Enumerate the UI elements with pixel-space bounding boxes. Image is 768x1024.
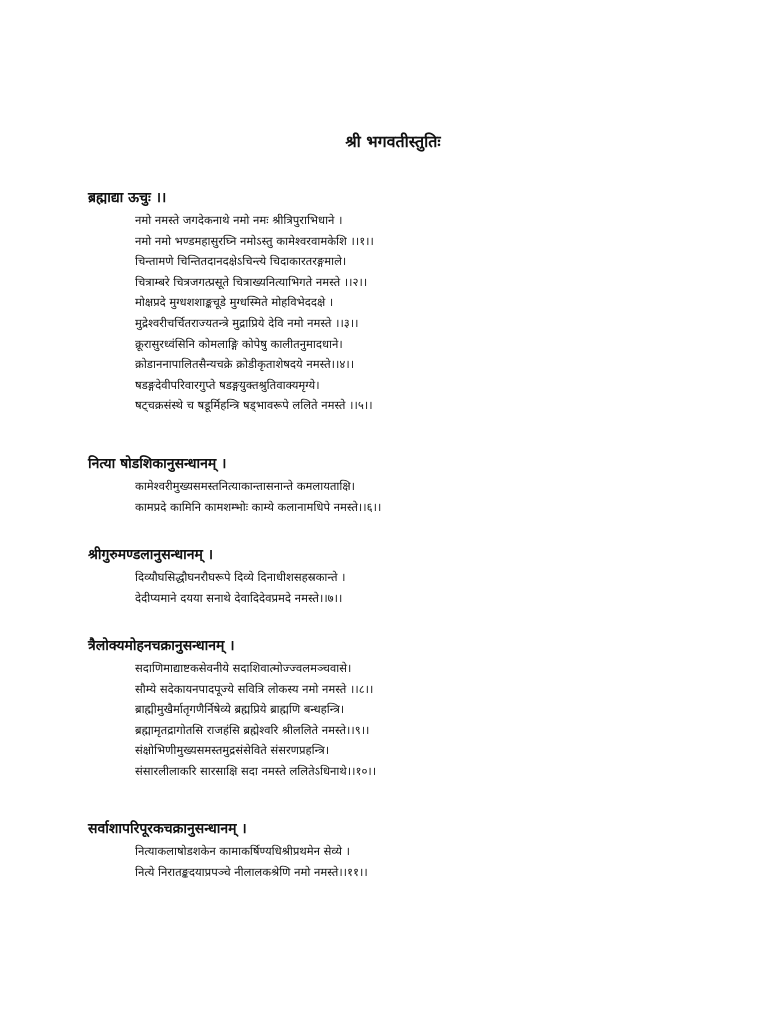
verse-line: नित्याकलाषोडशकेन कामाकर्षिण्यधिश्रीप्रथमेन सेव्ये ।: [135, 844, 351, 858]
verse-line: षट्चक्रसंस्थे च षडूर्मिहन्त्रि षड्भावरूपे ललिते नमस्ते ।।५।।: [135, 398, 373, 413]
verse-block: [88, 476, 728, 517]
verse-line: दिव्यौघसिद्धौघनरौघरूपे दिव्ये दिनाधीशसहस्रकान्ते ।: [135, 570, 346, 584]
verse-line: मुद्रेश्वरीचर्चितराज्यतन्त्रे मुद्राप्रिये देवि नमो नमस्ते ।।३।।: [135, 315, 359, 330]
verse-line: संक्षोभिणीमुख्यसमस्तमुद्रसंसेविते संसरणप्रहन्त्रि।: [135, 743, 330, 758]
verse-line: सौम्ये सदेकायनपादपूज्ये सवित्रि लोकस्य नमो नमस्ते ।।८।।: [135, 681, 374, 696]
verse-line: ब्रह्मामृतद्रागोतसि राजहंसि ब्रह्मेश्वरि श्रीललिते नमस्ते।।९।।: [135, 722, 370, 737]
verse-block: [88, 658, 728, 782]
section-brahmadya: [88, 186, 728, 416]
verse-line: संसारलीलाकरि सारसाक्षि सदा नमस्ते ललितेऽधिनाथे।।१०।।: [135, 763, 377, 778]
verse-block: [88, 210, 728, 416]
section-heading: सर्वाशापरिपूरकचक्रानुसन्धानम् ।: [88, 821, 247, 837]
page-title: श्री भगवतीस्तुतिः: [345, 132, 441, 151]
section-heading: त्रैलोक्यमोहनचक्रानुसन्धानम् ।: [88, 638, 235, 654]
verse-line: सदाणिमाद्याष्टकसेवनीये सदाशिवात्मोज्ज्वलमञ्चवासे।: [135, 661, 352, 675]
verse-line: मोक्षप्रदे मुग्धशशाङ्कचूडे मुग्धस्मिते मोहविभेददक्षे ।: [135, 295, 334, 310]
verse-line: ब्राह्मीमुखैर्मातृगणैर्निषेव्ये ब्रह्मप्रिये ब्राह्मणि बन्धहन्त्रि।: [135, 702, 345, 717]
verse-line: कामेश्वरीमुख्यसमस्तनित्याकान्तासनान्ते कमलायताक्षि।: [135, 479, 355, 493]
verse-line: षडङ्गदेवीपरिवारगुप्ते षडङ्गयुक्तश्रुतिवाक्यमृग्ये।: [135, 377, 320, 392]
verse-line: नमो नमो भण्डमहासुरघ्नि नमोऽस्तु कामेश्वरवामकेशि ।।१।।: [135, 233, 374, 248]
verse-line: क्रूरासुरध्वंसिनि कोमलाङ्गि कोपेषु कालीतनुमादधाने।: [135, 336, 343, 351]
section-trailokyamohana: [88, 634, 728, 782]
section-gurumandala: [88, 543, 728, 608]
section-heading: नित्या षोडशिकानुसन्धानम् ।: [88, 456, 227, 472]
verse-line: कामप्रदे कामिनि कामशम्भोः काम्ये कलानामधिपे नमस्ते।।६।।: [135, 499, 382, 514]
section-heading: श्रीगुरुमण्डलानुसन्धानम् ।: [88, 547, 214, 563]
verse-line: देदीप्यमाने दयया सनाथे देवादिदेवप्रमदे नमस्ते।।७।।: [135, 590, 343, 605]
verse-line: चिन्तामणे चिन्तितदानदक्षेऽचिन्त्ये चिदाकारतरङ्गमाले।: [135, 254, 347, 269]
verse-block: [88, 567, 728, 608]
verse-line: नमो नमस्ते जगदेकनाथे नमो नमः श्रीत्रिपुराभिधाने ।: [135, 213, 343, 227]
verse-line: क्रोडाननापालितसैन्यचक्रे क्रोडीकृताशेषदये नमस्ते।।४।।: [135, 357, 355, 372]
verse-block: [88, 841, 728, 882]
section-nitya-shodashika: [88, 452, 728, 517]
verse-line: चित्राम्बरे चित्रजगत्प्रसूते चित्राख्यनित्याभिगते नमस्ते ।।२।।: [135, 274, 368, 289]
verse-line: नित्ये निरातङ्कदयाप्रपञ्चे नीलालकश्रेणि नमो नमस्ते।।११।।: [135, 864, 368, 879]
section-heading: ब्रह्माद्या ऊचुः ।।: [88, 190, 167, 206]
section-sarvashaparipuraka: [88, 817, 728, 882]
